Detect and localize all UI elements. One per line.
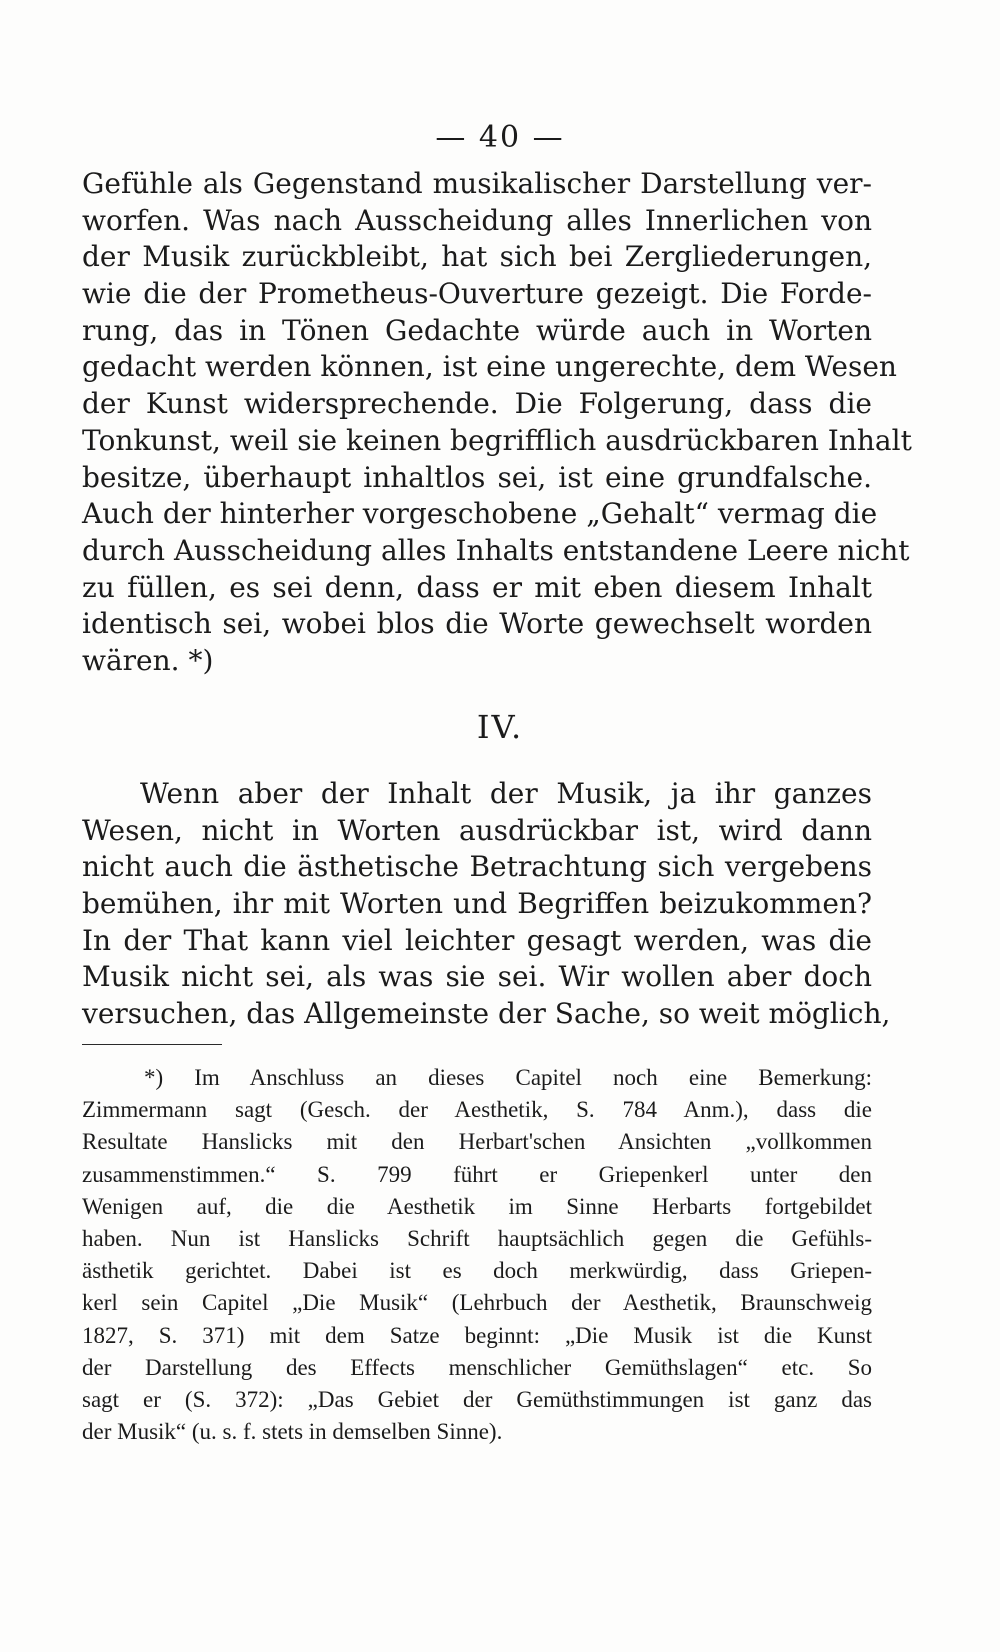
- paragraph-2: [82, 776, 891, 1033]
- footnote-line: zusammenstimmen.“ S. 799 führt er Griepenkerl unter den: [82, 1161, 872, 1187]
- text-line: der Musik zurückbleibt, hat sich bei Zergliederungen,: [82, 240, 872, 274]
- footnote-line: haben. Nun ist Hanslicks Schrift hauptsächlich gegen die Gefühls-: [82, 1225, 872, 1251]
- footnote-line: kerl sein Capitel „Die Musik“ (Lehrbuch der Aesthetik, Braunschweig: [82, 1290, 872, 1316]
- footnote-divider: [82, 1044, 222, 1045]
- text-line: Wenn aber der Inhalt der Musik, ja ihr ganzes: [140, 777, 872, 810]
- text-line: besitze, überhaupt inhaltlos sei, ist eine grundfalsche.: [82, 460, 872, 494]
- text-line: zu füllen, es sei denn, dass er mit eben diesem Inhalt: [82, 570, 872, 604]
- text-line: Auch der hinterher vorgeschobene „Gehalt“ vermag die: [82, 497, 878, 531]
- text-line: durch Ausscheidung alles Inhalts entstandene Leere nicht: [82, 533, 910, 567]
- footnote-line: Wenigen auf, die die Aesthetik im Sinne Herbarts fortgebildet: [82, 1193, 872, 1219]
- text-line: worfen. Was nach Ausscheidung alles Innerlichen von: [82, 203, 872, 237]
- text-line: Musik nicht sei, als was sie sei. Wir wollen aber doch: [82, 960, 872, 994]
- text-line: identisch sei, wobei blos die Worte gewechselt worden: [82, 607, 872, 641]
- text-line: Tonkunst, weil sie keinen begrifflich ausdrückbaren Inhalt: [82, 423, 912, 457]
- footnote-line: sagt er (S. 372): „Das Gebiet der Gemüthstimmungen ist ganz das: [82, 1386, 872, 1412]
- text-line: Gefühle als Gegenstand musikalischer Darstellung ver-: [82, 167, 872, 200]
- text-line: gedacht werden können, ist eine ungerechte, dem Wesen: [82, 350, 897, 384]
- paragraph-1: [82, 166, 912, 680]
- text-line: In der That kann viel leichter gesagt werden, was die: [82, 923, 872, 957]
- footnote-line: Zimmermann sagt (Gesch. der Aesthetik, S. 784 Anm.), dass die: [82, 1097, 872, 1123]
- text-line: versuchen, das Allgemeinste der Sache, so weit möglich,: [82, 997, 891, 1031]
- footnote: [82, 1062, 872, 1448]
- footnote-line: der Darstellung des Effects menschlicher Gemüthslagen“ etc. So: [82, 1354, 872, 1380]
- footnote-line: 1827, S. 371) mit dem Satze beginnt: „Die Musik ist die Kunst: [82, 1322, 872, 1348]
- text-line: wären. *): [82, 643, 214, 677]
- text-line: Wesen, nicht in Worten ausdrückbar ist, wird dann: [82, 813, 872, 847]
- section-heading: IV.: [476, 708, 524, 746]
- page-number: — 40 —: [435, 120, 565, 155]
- text-line: rung, das in Tönen Gedachte würde auch in Worten: [82, 313, 872, 347]
- footnote-line: ästhetik gerichtet. Dabei ist es doch merkwürdig, dass Griepen-: [82, 1258, 872, 1284]
- text-line: wie die der Prometheus-Ouverture gezeigt. Die Forde-: [82, 277, 872, 311]
- footnote-line: *) Im Anschluss an dieses Capitel noch eine Bemerkung:: [144, 1065, 872, 1090]
- text-line: der Kunst widersprechende. Die Folgerung, dass die: [82, 387, 872, 421]
- footnote-line: der Musik“ (u. s. f. stets in demselben Sinne).: [82, 1419, 503, 1445]
- text-line: nicht auch die ästhetische Betrachtung sich vergebens: [82, 850, 872, 884]
- text-line: bemühen, ihr mit Worten und Begriffen beizukommen?: [82, 887, 872, 921]
- footnote-line: Resultate Hanslicks mit den Herbart'schen Ansichten „vollkommen: [82, 1129, 872, 1155]
